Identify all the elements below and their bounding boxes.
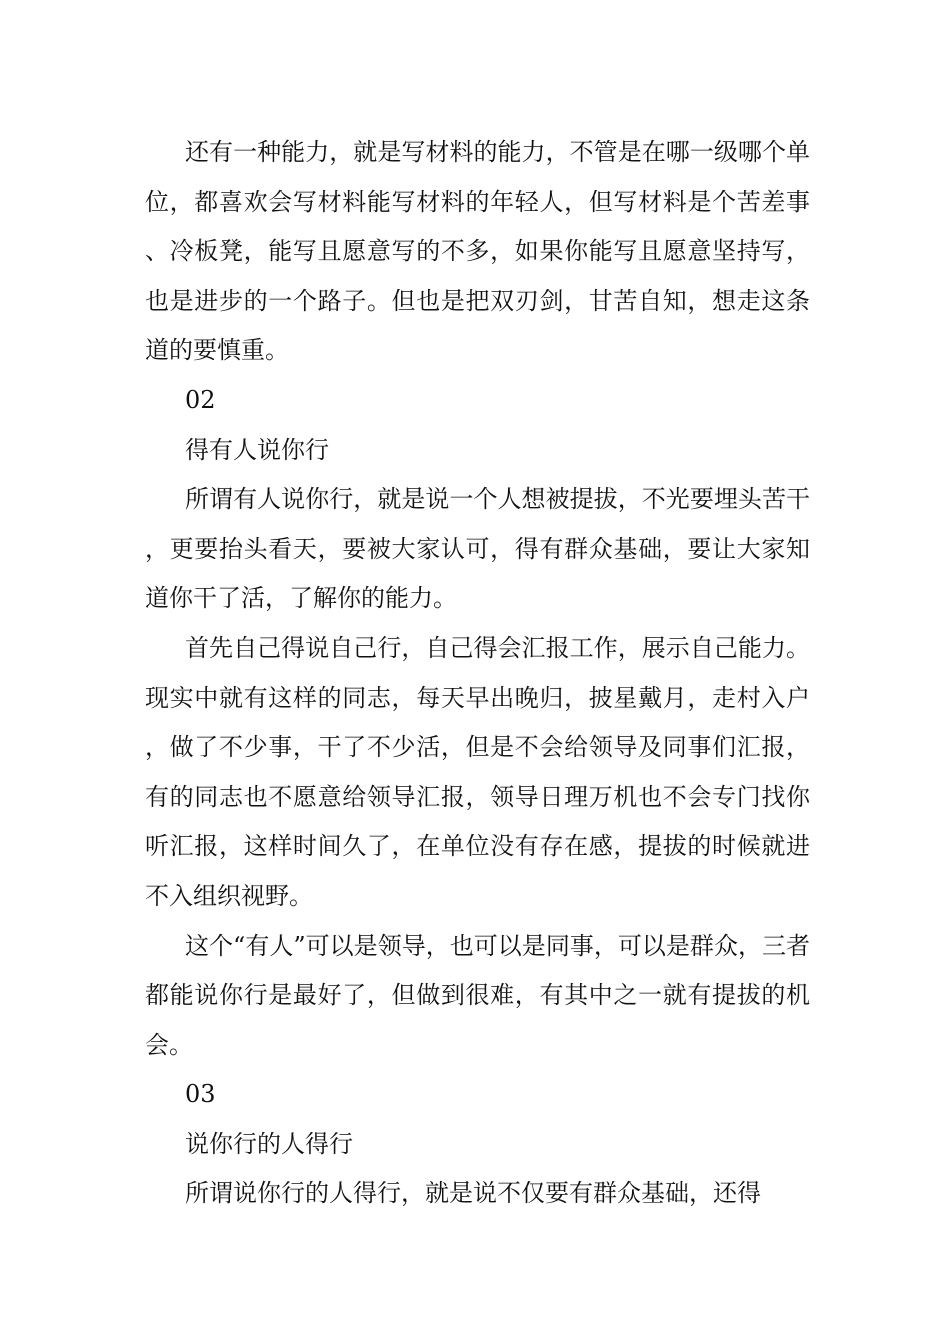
paragraph-who-says: 这个“有人”可以是领导，也可以是同事，可以是群众，三者都能说你行是最好了，但做到很难，有其中之一就有提拔的机会。: [145, 931, 810, 1059]
document-body: [145, 128, 810, 1219]
paragraph-writing-ability: 还有一种能力，就是写材料的能力，不管是在哪一级哪个单位，都喜欢会写材料能写材料的年轻人，但写材料是个苦差事、冷板凳，能写且愿意写的不多，如果你能写且愿意坚持写，也是进步的一个路子。但也是把双刃剑，甘苦自知，想走这条道的要慎重。: [145, 138, 810, 365]
section-number-03: 03: [185, 1080, 216, 1109]
paragraph-sayer-capable-explained: 所谓说你行的人得行，就是说不仅要有群众基础，还得: [185, 1179, 761, 1208]
paragraph-report-work: 首先自己得说自己行，自己得会汇报工作，展示自己能力。现实中就有这样的同志，每天早出晚归，披星戴月，走村入户，做了不少事，干了不少活，但是不会给领导及同事们汇报，有的同志也不愿意给领导汇报，领导日理万机也不会专门找你听汇报，这样时间久了，在单位没有存在感，提拔的时候就进不入组织视野。: [145, 633, 810, 910]
section-number-02: 02: [185, 385, 216, 414]
section-heading-someone-says: 得有人说你行: [185, 435, 329, 464]
section-heading-sayer-capable: 说你行的人得行: [185, 1129, 353, 1158]
paragraph-someone-says-explained: 所谓有人说你行，就是说一个人想被提拔，不光要埋头苦干，更要抬头看天，要被大家认可，得有群众基础，要让大家知道你干了活，了解你的能力。: [145, 485, 810, 613]
